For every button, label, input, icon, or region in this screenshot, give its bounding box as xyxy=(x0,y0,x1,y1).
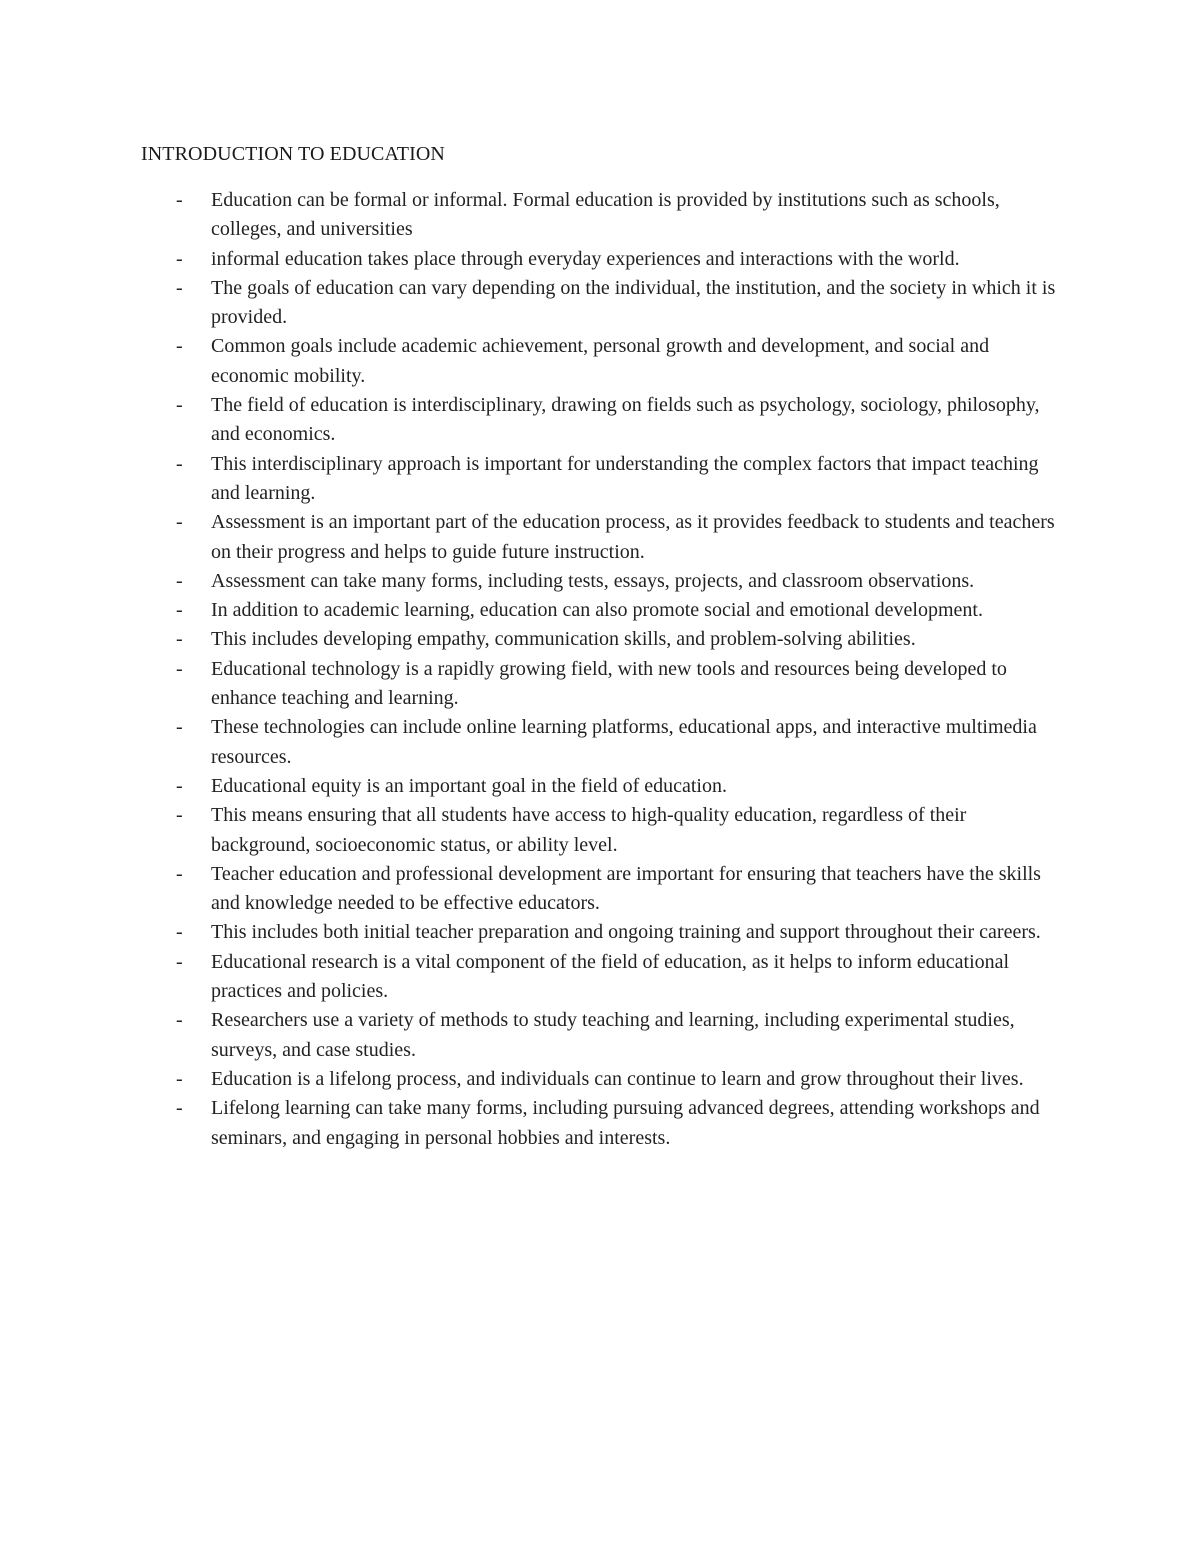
list-item-text: Assessment can take many forms, including tests, essays, projects, and classroom observations. xyxy=(211,569,975,592)
list-item xyxy=(0,450,1200,509)
list-item xyxy=(0,274,1200,333)
bullet-dash: - xyxy=(176,716,183,739)
list-item xyxy=(0,567,1200,596)
document-title: INTRODUCTION TO EDUCATION xyxy=(141,143,445,165)
list-item-text: Educational technology is a rapidly growing field, with new tools and resources being developed to enhance teaching and learning. xyxy=(211,657,1007,710)
list-item-text: Education is a lifelong process, and individuals can continue to learn and grow throughout their lives. xyxy=(211,1067,1024,1090)
list-item xyxy=(0,332,1200,391)
list-item-text: This includes developing empathy, communication skills, and problem-solving abilities. xyxy=(211,628,916,651)
bullet-dash: - xyxy=(176,276,183,299)
list-item xyxy=(0,801,1200,860)
list-item-text: In addition to academic learning, education can also promote social and emotional development. xyxy=(211,599,983,622)
list-item xyxy=(0,186,1200,245)
bullet-dash: - xyxy=(176,511,183,534)
bullet-dash: - xyxy=(176,774,183,797)
list-item xyxy=(0,772,1200,801)
list-item-text: This interdisciplinary approach is important for understanding the complex factors that impact teaching and learning. xyxy=(211,452,1039,504)
list-item xyxy=(0,508,1200,567)
bullet-dash: - xyxy=(176,599,183,622)
list-item xyxy=(0,948,1200,1007)
list-item-text: The goals of education can vary depending on the individual, the institution, and the society in which it is provided. xyxy=(211,276,1056,329)
list-item-text: informal education takes place through everyday experiences and interactions with the world. xyxy=(211,247,960,270)
bullet-dash: - xyxy=(176,628,183,651)
bullet-list xyxy=(0,186,1200,1153)
list-item-text: These technologies can include online learning platforms, educational apps, and interactive multimedia resources. xyxy=(211,716,1037,768)
bullet-dash: - xyxy=(176,569,183,592)
bullet-dash: - xyxy=(176,452,183,475)
list-item-text: Educational equity is an important goal in the field of education. xyxy=(211,774,727,797)
list-item-text: Education can be formal or informal. Formal education is provided by institutions such as schools, colleges, and universities xyxy=(211,189,1000,241)
list-item xyxy=(0,1094,1200,1153)
list-item-text: Common goals include academic achievement, personal growth and development, and social and economic mobility. xyxy=(211,335,990,387)
list-item xyxy=(0,596,1200,625)
bullet-dash: - xyxy=(176,950,183,973)
list-item xyxy=(0,713,1200,772)
list-item xyxy=(0,1065,1200,1094)
list-item xyxy=(0,655,1200,714)
list-item xyxy=(0,1006,1200,1065)
list-item-text: Lifelong learning can take many forms, including pursuing advanced degrees, attending workshops and seminars, and engaging in personal hobbies and interests. xyxy=(211,1097,1040,1149)
bullet-dash: - xyxy=(176,1009,183,1032)
list-item-text: This includes both initial teacher preparation and ongoing training and support throughout their careers. xyxy=(211,921,1041,944)
list-item xyxy=(0,245,1200,274)
bullet-dash: - xyxy=(176,657,183,680)
list-item xyxy=(0,860,1200,919)
list-item-text: This means ensuring that all students have access to high-quality education, regardless of their background, socioeconomic status, or ability level. xyxy=(211,804,967,856)
bullet-dash: - xyxy=(176,862,183,885)
list-item xyxy=(0,391,1200,450)
list-item-text: The field of education is interdisciplinary, drawing on fields such as psychology, sociology, philosophy, and economics. xyxy=(211,394,1040,446)
list-item-text: Assessment is an important part of the education process, as it provides feedback to students and teachers on their progress and helps to guide future instruction. xyxy=(211,511,1055,563)
list-item-text: Educational research is a vital component of the field of education, as it helps to inform educational practices and policies. xyxy=(211,950,1010,1003)
list-item xyxy=(0,918,1200,947)
bullet-dash: - xyxy=(176,1067,183,1090)
bullet-dash: - xyxy=(176,189,183,211)
bullet-dash: - xyxy=(176,247,183,270)
list-item-text: Teacher education and professional development are important for ensuring that teachers have the skills and knowledge needed to be effective educators. xyxy=(211,862,1041,915)
bullet-dash: - xyxy=(176,921,183,944)
bullet-dash: - xyxy=(176,1097,183,1120)
list-item-text: Researchers use a variety of methods to study teaching and learning, including experimental studies, surveys, and case studies. xyxy=(211,1009,1015,1061)
bullet-dash: - xyxy=(176,804,183,827)
list-item xyxy=(0,625,1200,654)
bullet-dash: - xyxy=(176,394,183,417)
bullet-dash: - xyxy=(176,335,183,358)
